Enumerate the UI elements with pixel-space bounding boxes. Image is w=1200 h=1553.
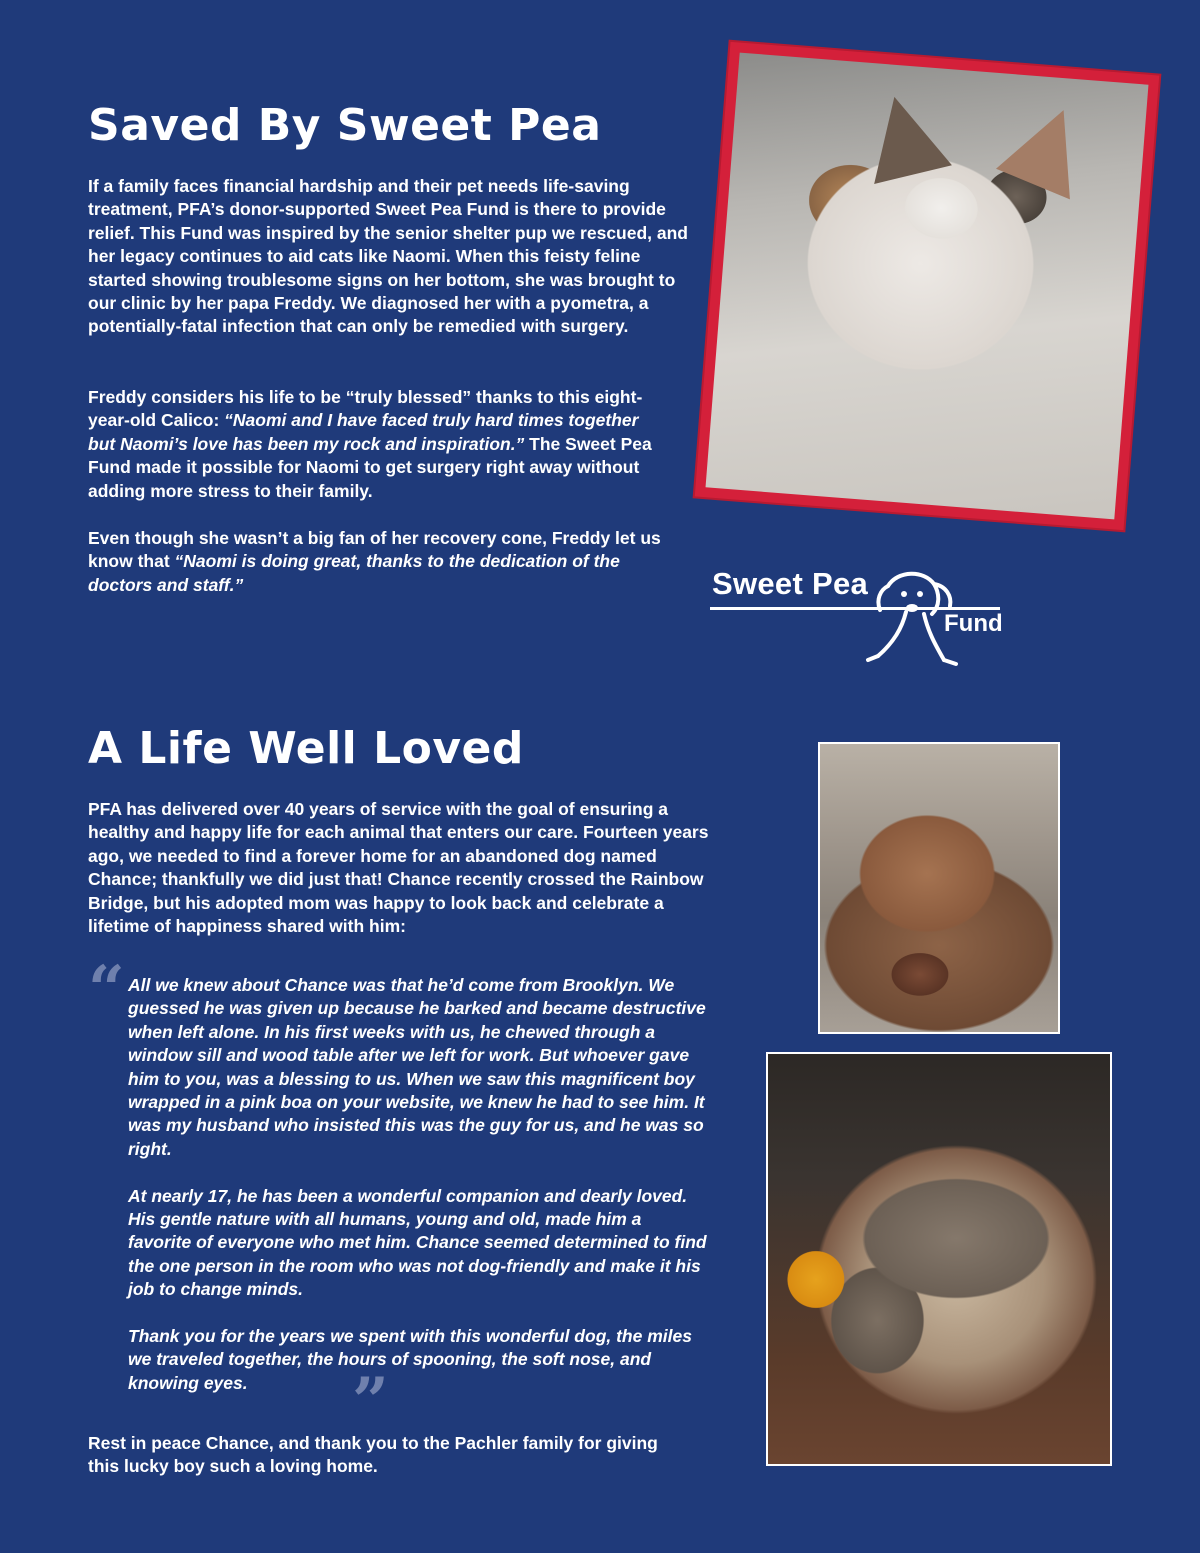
text: is there to provide relief. This Fund was inspired by the senior shelter pup we rescued, and her legacy continues to aid cats like bbox=[88, 199, 688, 267]
testimonial-paragraph: All we knew about Chance was that he’d come from Brooklyn. We guessed he was given up because he barked and became destructive when left alone. In his first weeks with us, he chewed through a window sill and wood table after we left for work. But whoever gave him to you, was a blessing to us. When we saw this magnificent boy wrapped in a pink boa on your website, we knew he had to see him. It was my husband who insisted this was the guy for us, and he was so right. bbox=[128, 975, 706, 1159]
section-title-a-life-well-loved: A Life Well Loved bbox=[88, 723, 524, 774]
logo-main-text: Sweet Pea bbox=[712, 566, 869, 601]
testimonial-closing-text: Thank you for the years we spent with this wonderful dog, the miles we traveled together, the hours of spooning, the soft nose, and knowing eyes. bbox=[128, 1326, 692, 1393]
text: Rest in peace Chance, and thank you to the bbox=[88, 1433, 455, 1453]
sweet-pea-fund-logo bbox=[708, 560, 1008, 680]
paragraph-recovery bbox=[88, 527, 668, 597]
pachler-family-emphasis: Pachler family bbox=[454, 1433, 574, 1453]
testimonial-paragraph bbox=[128, 1325, 708, 1395]
naomi-cat-photo bbox=[706, 53, 1149, 520]
text: Even though she wasn’t a big fan of her recovery cone, Freddy let us know that bbox=[88, 528, 661, 572]
paragraph-rest-in-peace bbox=[88, 1432, 688, 1479]
text: If a family faces financial hardship and their pet needs life-saving treatment, PFA’s donor-supported bbox=[88, 176, 630, 220]
naomi-cat-photo-frame bbox=[695, 42, 1159, 530]
cat-ear-shape bbox=[996, 95, 1101, 200]
naomi-emphasis: Naomi bbox=[392, 246, 446, 267]
text: ; thankfully we did just that! Chance recently crossed the Rainbow Bridge, but his adopted mom was happy to look back and celebrate a lifetime of happiness shared with him: bbox=[88, 869, 704, 937]
open-quote-icon: “ bbox=[88, 952, 125, 1027]
paragraph-freddy-blessed bbox=[88, 386, 668, 503]
recovery-quote: “Naomi is doing great, thanks to the dedication of the doctors and staff.” bbox=[88, 551, 620, 595]
testimonial-paragraph: At nearly 17, he has been a wonderful companion and dearly loved. His gentle nature with all humans, young and old, made him a favorite of everyone who met him. Chance seemed determined to find the one person in the room who was not dog-friendly and make it his job to change minds. bbox=[128, 1185, 707, 1300]
paragraph-chance-intro bbox=[88, 798, 718, 938]
text: . When this feisty feline started showing troublesome signs on her bottom, she was brought to our clinic by her papa Freddy. We diagnosed her with a pyometra, a potentially-fatal infection that can only be remedied with surgery. bbox=[88, 246, 676, 337]
section-title-saved-by-sweet-pea: Saved By Sweet Pea bbox=[88, 100, 602, 151]
cat-ear-shape bbox=[855, 87, 951, 183]
freddy-quote: “Naomi and I have faced truly hard times together but Naomi’s love has been my rock and inspiration.” bbox=[88, 410, 639, 454]
text: Freddy considers his life to be “truly blessed” thanks to this eight-year-old Calico: bbox=[88, 387, 643, 431]
chance-on-rug-photo bbox=[766, 1052, 1112, 1466]
chance-sleeping-photo bbox=[818, 742, 1060, 1034]
sweet-pea-dog-icon bbox=[854, 556, 974, 676]
adopter-testimonial bbox=[128, 974, 708, 1419]
text: The Sweet Pea Fund made it possible for Naomi to get surgery right away without adding more stress to their family. bbox=[88, 433, 652, 501]
chance-emphasis: Chance bbox=[88, 869, 152, 890]
text: for giving this lucky boy such a loving home. bbox=[88, 1433, 658, 1477]
logo-sub-text: Fund bbox=[944, 610, 1003, 637]
sweet-pea-fund-emphasis: Sweet Pea Fund bbox=[375, 199, 510, 220]
paragraph-sweet-pea-intro bbox=[88, 175, 688, 339]
text: PFA has delivered over 40 years of service with the goal of ensuring a healthy and happy life for each animal that enters our care. Fourteen years ago, we needed to find a forever home for an abandoned dog named bbox=[88, 799, 709, 866]
close-quote-icon: ” bbox=[352, 1364, 389, 1439]
